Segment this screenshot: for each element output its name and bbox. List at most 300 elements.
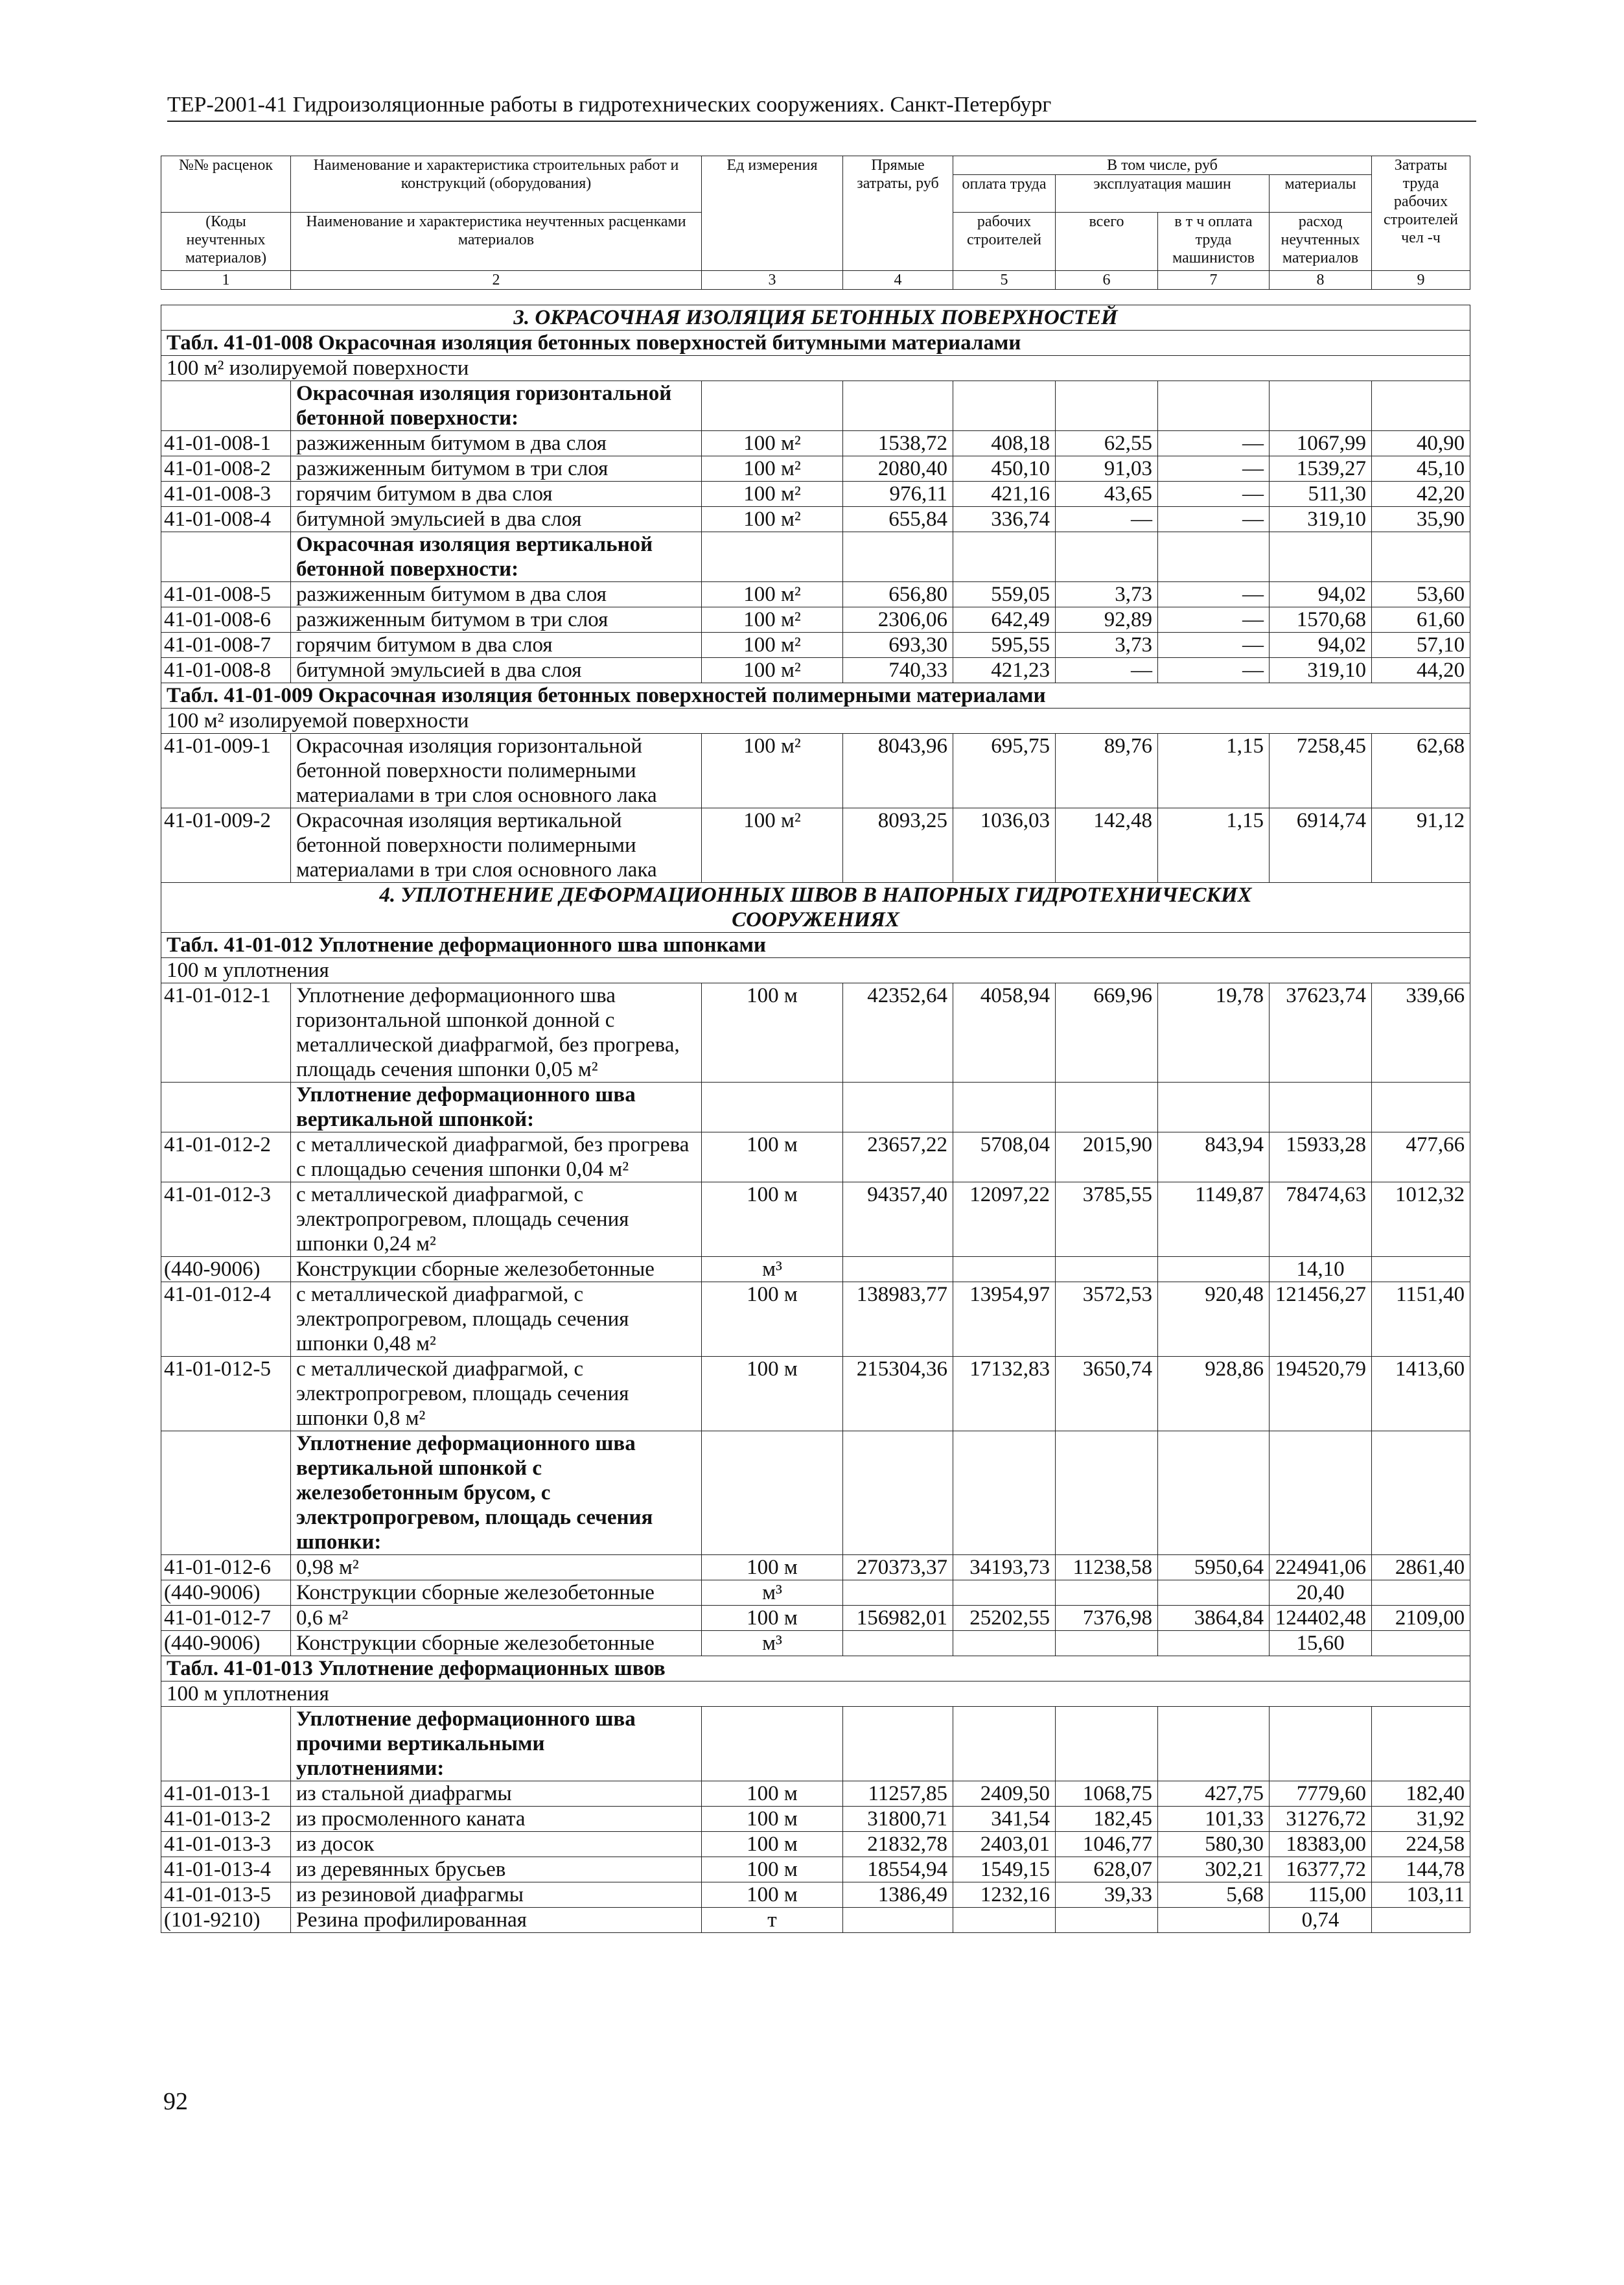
labor-hours: 35,90 bbox=[1372, 507, 1470, 532]
unit-cell: 100 м² bbox=[702, 507, 843, 532]
total-cost: 21832,78 bbox=[843, 1832, 953, 1857]
col7-head: в т ч оплата труда машинистов bbox=[1158, 213, 1270, 271]
labor-hours: 57,10 bbox=[1372, 633, 1470, 658]
labor-cost: 408,18 bbox=[953, 431, 1056, 456]
total-cost: 1386,49 bbox=[843, 1882, 953, 1908]
col6-head: всего bbox=[1056, 213, 1158, 271]
machine-cost: 182,45 bbox=[1056, 1807, 1158, 1832]
machine-cost: 89,76 bbox=[1056, 734, 1158, 808]
empty-cell bbox=[1158, 532, 1270, 582]
empty-cell bbox=[953, 1580, 1056, 1606]
table-unit: 100 м уплотнения bbox=[161, 1682, 1470, 1707]
empty-cell bbox=[702, 532, 843, 582]
rate-name: Уплотнение деформационного шва горизонтальной шпонкой донной с металлической диафрагмой, без прогрева, площадь сечения шпонки 0,05 м² bbox=[291, 983, 702, 1083]
total-cost: 215304,36 bbox=[843, 1357, 953, 1431]
rate-code: 41-01-012-1 bbox=[161, 983, 291, 1083]
labor-hours: 91,12 bbox=[1372, 808, 1470, 883]
machinist-cost: — bbox=[1158, 482, 1270, 507]
rate-name: 0,98 м² bbox=[291, 1555, 702, 1580]
machine-cost: 3650,74 bbox=[1056, 1357, 1158, 1431]
rate-code: 41-01-013-5 bbox=[161, 1882, 291, 1908]
materials-cost: 319,10 bbox=[1270, 658, 1372, 683]
material-row bbox=[161, 1908, 1470, 1933]
rate-name: из просмоленного каната bbox=[291, 1807, 702, 1832]
empty-cell bbox=[1372, 1631, 1470, 1656]
labor-hours: 1413,60 bbox=[1372, 1357, 1470, 1431]
labor-cost: 595,55 bbox=[953, 633, 1056, 658]
total-cost: 1538,72 bbox=[843, 431, 953, 456]
total-cost: 655,84 bbox=[843, 507, 953, 532]
rate-name: битумной эмульсией в два слоя bbox=[291, 658, 702, 683]
materials-cost: 15933,28 bbox=[1270, 1132, 1372, 1182]
section-title: 3. ОКРАСОЧНАЯ ИЗОЛЯЦИЯ БЕТОННЫХ ПОВЕРХНОСТЕЙ bbox=[161, 305, 1470, 331]
material-code: (440-9006) bbox=[161, 1631, 291, 1656]
empty-cell bbox=[843, 1580, 953, 1606]
empty-cell bbox=[1056, 1431, 1158, 1555]
col2-head-a: Наименование и характеристика строительных работ и конструкций (оборудования) bbox=[291, 156, 702, 213]
labor-hours: 1151,40 bbox=[1372, 1282, 1470, 1357]
empty-cell bbox=[1056, 1083, 1158, 1132]
rate-name: с металлической диафрагмой, с электропрогревом, площадь сечения шпонки 0,24 м² bbox=[291, 1182, 702, 1257]
labor-cost: 17132,83 bbox=[953, 1357, 1056, 1431]
labor-cost: 5708,04 bbox=[953, 1132, 1056, 1182]
unit-cell: 100 м² bbox=[702, 431, 843, 456]
total-cost: 2306,06 bbox=[843, 607, 953, 633]
empty-cell bbox=[843, 1908, 953, 1933]
machine-cost: 3,73 bbox=[1056, 582, 1158, 607]
materials-cost: 511,30 bbox=[1270, 482, 1372, 507]
labor-hours: 182,40 bbox=[1372, 1781, 1470, 1807]
table-row bbox=[161, 507, 1470, 532]
material-name: Конструкции сборные железобетонные bbox=[291, 1257, 702, 1282]
table-row bbox=[161, 983, 1470, 1083]
materials-cost: 94,02 bbox=[1270, 633, 1372, 658]
material-qty: 0,74 bbox=[1270, 1908, 1372, 1933]
materials-cost: 124402,48 bbox=[1270, 1606, 1372, 1631]
machinist-cost: — bbox=[1158, 607, 1270, 633]
colnum: 1 bbox=[161, 271, 291, 290]
table-unit: 100 м² изолируемой поверхности bbox=[161, 709, 1470, 734]
labor-hours: 42,20 bbox=[1372, 482, 1470, 507]
col3-head: Ед измерения bbox=[702, 156, 843, 271]
total-cost: 740,33 bbox=[843, 658, 953, 683]
unit-cell: 100 м bbox=[702, 1832, 843, 1857]
material-code: (440-9006) bbox=[161, 1580, 291, 1606]
table-row bbox=[161, 482, 1470, 507]
machinist-cost: 928,86 bbox=[1158, 1357, 1270, 1431]
colnum: 6 bbox=[1056, 271, 1158, 290]
total-cost: 11257,85 bbox=[843, 1781, 953, 1807]
empty-cell bbox=[1158, 1083, 1270, 1132]
total-cost: 2080,40 bbox=[843, 456, 953, 482]
colnum: 7 bbox=[1158, 271, 1270, 290]
rate-code: 41-01-012-3 bbox=[161, 1182, 291, 1257]
col67-head: эксплуатация машин bbox=[1056, 175, 1270, 213]
empty-cell bbox=[1158, 381, 1270, 431]
unit-cell: 100 м bbox=[702, 1882, 843, 1908]
machine-cost: 669,96 bbox=[1056, 983, 1158, 1083]
group-heading: Окрасочная изоляция вертикальной бетонной поверхности: bbox=[291, 532, 702, 582]
rate-name: разжиженным битумом в два слоя bbox=[291, 582, 702, 607]
machinist-cost: 101,33 bbox=[1158, 1807, 1270, 1832]
materials-cost: 224941,06 bbox=[1270, 1555, 1372, 1580]
labor-hours: 144,78 bbox=[1372, 1857, 1470, 1882]
machinist-cost: 580,30 bbox=[1158, 1832, 1270, 1857]
labor-hours: 44,20 bbox=[1372, 658, 1470, 683]
empty-cell bbox=[1158, 1908, 1270, 1933]
empty-cell bbox=[953, 1908, 1056, 1933]
rate-code: 41-01-012-6 bbox=[161, 1555, 291, 1580]
rate-name: с металлической диафрагмой, без прогрева с площадью сечения шпонки 0,04 м² bbox=[291, 1132, 702, 1182]
material-unit: м³ bbox=[702, 1631, 843, 1656]
machine-cost: — bbox=[1056, 658, 1158, 683]
machinist-cost: — bbox=[1158, 658, 1270, 683]
empty-cell bbox=[843, 1083, 953, 1132]
labor-cost: 12097,22 bbox=[953, 1182, 1056, 1257]
col2-head-b: Наименование и характеристика неучтенных расценками материалов bbox=[291, 213, 702, 271]
rate-code: 41-01-013-1 bbox=[161, 1781, 291, 1807]
empty-cell bbox=[1372, 1908, 1470, 1933]
rate-name: с металлической диафрагмой, с электропрогревом, площадь сечения шпонки 0,8 м² bbox=[291, 1357, 702, 1431]
rate-code: 41-01-008-4 bbox=[161, 507, 291, 532]
unit-cell: 100 м bbox=[702, 1807, 843, 1832]
rate-name: разжиженным битумом в два слоя bbox=[291, 431, 702, 456]
machine-cost: 3572,53 bbox=[1056, 1282, 1158, 1357]
table-row bbox=[161, 1857, 1470, 1882]
table-row bbox=[161, 1606, 1470, 1631]
empty-cell bbox=[953, 381, 1056, 431]
group-heading: Уплотнение деформационного шва прочими вертикальными уплотнениями: bbox=[291, 1707, 702, 1781]
unit-cell: 100 м bbox=[702, 1132, 843, 1182]
material-qty: 20,40 bbox=[1270, 1580, 1372, 1606]
total-cost: 23657,22 bbox=[843, 1132, 953, 1182]
rate-name: горячим битумом в два слоя bbox=[291, 633, 702, 658]
rate-name: разжиженным битумом в три слоя bbox=[291, 456, 702, 482]
unit-cell: 100 м² bbox=[702, 607, 843, 633]
unit-cell: 100 м bbox=[702, 1606, 843, 1631]
material-unit: м³ bbox=[702, 1257, 843, 1282]
labor-cost: 1036,03 bbox=[953, 808, 1056, 883]
colnum: 2 bbox=[291, 271, 702, 290]
rate-name: с металлической диафрагмой, с электропрогревом, площадь сечения шпонки 0,48 м² bbox=[291, 1282, 702, 1357]
group-heading: Уплотнение деформационного шва вертикальной шпонкой с железобетонным брусом, с электропрогревом, площадь сечения шпонки: bbox=[291, 1431, 702, 1555]
rate-code: 41-01-008-7 bbox=[161, 633, 291, 658]
empty-cell bbox=[1372, 1083, 1470, 1132]
empty-cell bbox=[161, 1431, 291, 1555]
machinist-cost: 1,15 bbox=[1158, 734, 1270, 808]
machinist-cost: — bbox=[1158, 633, 1270, 658]
total-cost: 138983,77 bbox=[843, 1282, 953, 1357]
total-cost: 18554,94 bbox=[843, 1857, 953, 1882]
empty-cell bbox=[1270, 1707, 1372, 1781]
rate-code: 41-01-009-1 bbox=[161, 734, 291, 808]
rate-code: 41-01-009-2 bbox=[161, 808, 291, 883]
rate-name: Окрасочная изоляция горизонтальной бетонной поверхности полимерными материалами в три слоя основного лака bbox=[291, 734, 702, 808]
total-cost: 94357,40 bbox=[843, 1182, 953, 1257]
rate-name: из досок bbox=[291, 1832, 702, 1857]
machine-cost: 43,65 bbox=[1056, 482, 1158, 507]
rate-name: разжиженным битумом в три слоя bbox=[291, 607, 702, 633]
table-title: Табл. 41-01-009 Окрасочная изоляция бетонных поверхностей полимерными материалами bbox=[161, 683, 1470, 709]
unit-cell: 100 м² bbox=[702, 658, 843, 683]
empty-cell bbox=[953, 1083, 1056, 1132]
rate-name: из резиновой диафрагмы bbox=[291, 1882, 702, 1908]
empty-cell bbox=[1056, 532, 1158, 582]
empty-cell bbox=[1372, 1707, 1470, 1781]
table-row bbox=[161, 1132, 1470, 1182]
empty-cell bbox=[1270, 1431, 1372, 1555]
empty-cell bbox=[1056, 1631, 1158, 1656]
material-name: Конструкции сборные железобетонные bbox=[291, 1631, 702, 1656]
empty-cell bbox=[702, 1707, 843, 1781]
material-row bbox=[161, 1631, 1470, 1656]
materials-cost: 7779,60 bbox=[1270, 1781, 1372, 1807]
unit-cell: 100 м² bbox=[702, 734, 843, 808]
labor-cost: 34193,73 bbox=[953, 1555, 1056, 1580]
machine-cost: 1068,75 bbox=[1056, 1781, 1158, 1807]
machine-cost: — bbox=[1056, 507, 1158, 532]
machine-cost: 142,48 bbox=[1056, 808, 1158, 883]
labor-cost: 4058,94 bbox=[953, 983, 1056, 1083]
empty-cell bbox=[953, 1431, 1056, 1555]
machinist-cost: 1149,87 bbox=[1158, 1182, 1270, 1257]
page-number: 92 bbox=[163, 2088, 188, 2115]
table-row bbox=[161, 607, 1470, 633]
rate-name: горячим битумом в два слоя bbox=[291, 482, 702, 507]
rate-code: 41-01-013-2 bbox=[161, 1807, 291, 1832]
machinist-cost: 5,68 bbox=[1158, 1882, 1270, 1908]
unit-cell: 100 м² bbox=[702, 808, 843, 883]
labor-hours: 61,60 bbox=[1372, 607, 1470, 633]
rate-code: 41-01-013-4 bbox=[161, 1857, 291, 1882]
rate-code: 41-01-008-3 bbox=[161, 482, 291, 507]
rate-name: Окрасочная изоляция вертикальной бетонной поверхности полимерными материалами в три слоя основного лака bbox=[291, 808, 702, 883]
rate-code: 41-01-013-3 bbox=[161, 1832, 291, 1857]
unit-cell: 100 м² bbox=[702, 456, 843, 482]
materials-cost: 6914,74 bbox=[1270, 808, 1372, 883]
machinist-cost: 1,15 bbox=[1158, 808, 1270, 883]
table-row bbox=[161, 1282, 1470, 1357]
table-row bbox=[161, 1781, 1470, 1807]
table-row bbox=[161, 1832, 1470, 1857]
materials-cost: 1067,99 bbox=[1270, 431, 1372, 456]
rate-code: 41-01-012-2 bbox=[161, 1132, 291, 1182]
column-header-table bbox=[161, 156, 1470, 290]
empty-cell bbox=[1270, 1083, 1372, 1132]
labor-hours: 2109,00 bbox=[1372, 1606, 1470, 1631]
rate-code: 41-01-008-5 bbox=[161, 582, 291, 607]
empty-cell bbox=[161, 381, 291, 431]
col5-head-a: оплата труда bbox=[953, 175, 1056, 213]
materials-cost: 1539,27 bbox=[1270, 456, 1372, 482]
col8-head-a: материалы bbox=[1270, 175, 1372, 213]
group-heading: Окрасочная изоляция горизонтальной бетонной поверхности: bbox=[291, 381, 702, 431]
empty-cell bbox=[1056, 1908, 1158, 1933]
rate-code: 41-01-008-2 bbox=[161, 456, 291, 482]
unit-cell: 100 м bbox=[702, 1555, 843, 1580]
machinist-cost: 5950,64 bbox=[1158, 1555, 1270, 1580]
labor-hours: 477,66 bbox=[1372, 1132, 1470, 1182]
machine-cost: 62,55 bbox=[1056, 431, 1158, 456]
machinist-cost: — bbox=[1158, 431, 1270, 456]
total-cost: 31800,71 bbox=[843, 1807, 953, 1832]
machine-cost: 39,33 bbox=[1056, 1882, 1158, 1908]
table-row bbox=[161, 582, 1470, 607]
labor-cost: 642,49 bbox=[953, 607, 1056, 633]
material-code: (440-9006) bbox=[161, 1257, 291, 1282]
empty-cell bbox=[1158, 1431, 1270, 1555]
labor-cost: 421,16 bbox=[953, 482, 1056, 507]
labor-hours: 2861,40 bbox=[1372, 1555, 1470, 1580]
total-cost: 270373,37 bbox=[843, 1555, 953, 1580]
col9-head: Затраты труда рабочих строителей чел -ч bbox=[1372, 156, 1470, 271]
labor-cost: 2403,01 bbox=[953, 1832, 1056, 1857]
material-row bbox=[161, 1580, 1470, 1606]
empty-cell bbox=[702, 1083, 843, 1132]
empty-cell bbox=[1372, 532, 1470, 582]
rate-code: 41-01-012-4 bbox=[161, 1282, 291, 1357]
empty-cell bbox=[1158, 1631, 1270, 1656]
machinist-cost: — bbox=[1158, 507, 1270, 532]
running-header: ТЕР-2001-41 Гидроизоляционные работы в гидротехнических сооружениях. Санкт-Петербург bbox=[167, 91, 1476, 122]
total-cost: 656,80 bbox=[843, 582, 953, 607]
labor-hours: 40,90 bbox=[1372, 431, 1470, 456]
empty-cell bbox=[1372, 1431, 1470, 1555]
labor-cost: 421,23 bbox=[953, 658, 1056, 683]
machinist-cost: 3864,84 bbox=[1158, 1606, 1270, 1631]
rates-table bbox=[161, 305, 1470, 1933]
empty-cell bbox=[953, 1707, 1056, 1781]
rate-code: 41-01-012-7 bbox=[161, 1606, 291, 1631]
labor-cost: 450,10 bbox=[953, 456, 1056, 482]
total-cost: 42352,64 bbox=[843, 983, 953, 1083]
empty-cell bbox=[1372, 1257, 1470, 1282]
machinist-cost: 427,75 bbox=[1158, 1781, 1270, 1807]
labor-hours: 53,60 bbox=[1372, 582, 1470, 607]
total-cost: 156982,01 bbox=[843, 1606, 953, 1631]
table-row bbox=[161, 1357, 1470, 1431]
col1-head-a: №№ расценок bbox=[161, 156, 291, 213]
machinist-cost: — bbox=[1158, 456, 1270, 482]
section-title bbox=[161, 883, 1470, 933]
table-row bbox=[161, 431, 1470, 456]
labor-cost: 25202,55 bbox=[953, 1606, 1056, 1631]
group-heading: Уплотнение деформационного шва вертикальной шпонкой: bbox=[291, 1083, 702, 1132]
materials-cost: 16377,72 bbox=[1270, 1857, 1372, 1882]
empty-cell bbox=[1372, 381, 1470, 431]
section-title-line: 4. УПЛОТНЕНИЕ ДЕФОРМАЦИОННЫХ ШВОВ В НАПОРНЫХ ГИДРОТЕХНИЧЕСКИХ bbox=[379, 884, 1252, 907]
empty-cell bbox=[702, 381, 843, 431]
empty-cell bbox=[1056, 1707, 1158, 1781]
rate-code: 41-01-008-8 bbox=[161, 658, 291, 683]
machine-cost: 3785,55 bbox=[1056, 1182, 1158, 1257]
empty-cell bbox=[843, 381, 953, 431]
empty-cell bbox=[1158, 1580, 1270, 1606]
labor-hours: 224,58 bbox=[1372, 1832, 1470, 1857]
empty-cell bbox=[953, 532, 1056, 582]
table-row bbox=[161, 1555, 1470, 1580]
machinist-cost: 920,48 bbox=[1158, 1282, 1270, 1357]
col5-head-b: рабочих строителей bbox=[953, 213, 1056, 271]
empty-cell bbox=[1158, 1707, 1270, 1781]
empty-cell bbox=[1270, 532, 1372, 582]
table-row bbox=[161, 808, 1470, 883]
machinist-cost: 19,78 bbox=[1158, 983, 1270, 1083]
empty-cell bbox=[161, 532, 291, 582]
table-title: Табл. 41-01-008 Окрасочная изоляция бетонных поверхностей битумными материалами bbox=[161, 331, 1470, 356]
material-unit: м³ bbox=[702, 1580, 843, 1606]
empty-cell bbox=[843, 1631, 953, 1656]
labor-cost: 695,75 bbox=[953, 734, 1056, 808]
material-qty: 14,10 bbox=[1270, 1257, 1372, 1282]
materials-cost: 78474,63 bbox=[1270, 1182, 1372, 1257]
colnum: 3 bbox=[702, 271, 843, 290]
empty-cell bbox=[1270, 381, 1372, 431]
materials-cost: 115,00 bbox=[1270, 1882, 1372, 1908]
labor-hours: 31,92 bbox=[1372, 1807, 1470, 1832]
empty-cell bbox=[161, 1707, 291, 1781]
materials-cost: 94,02 bbox=[1270, 582, 1372, 607]
empty-cell bbox=[161, 1083, 291, 1132]
labor-hours: 1012,32 bbox=[1372, 1182, 1470, 1257]
empty-cell bbox=[843, 532, 953, 582]
total-cost: 976,11 bbox=[843, 482, 953, 507]
table-title: Табл. 41-01-012 Уплотнение деформационного шва шпонками bbox=[161, 933, 1470, 958]
rate-name: 0,6 м² bbox=[291, 1606, 702, 1631]
materials-cost: 1570,68 bbox=[1270, 607, 1372, 633]
unit-cell: 100 м² bbox=[702, 582, 843, 607]
empty-cell bbox=[1056, 381, 1158, 431]
material-unit: т bbox=[702, 1908, 843, 1933]
material-name: Резина профилированная bbox=[291, 1908, 702, 1933]
materials-cost: 7258,45 bbox=[1270, 734, 1372, 808]
labor-cost: 559,05 bbox=[953, 582, 1056, 607]
empty-cell bbox=[843, 1707, 953, 1781]
unit-cell: 100 м bbox=[702, 1182, 843, 1257]
materials-cost: 37623,74 bbox=[1270, 983, 1372, 1083]
labor-hours: 103,11 bbox=[1372, 1882, 1470, 1908]
labor-hours: 62,68 bbox=[1372, 734, 1470, 808]
machine-cost: 91,03 bbox=[1056, 456, 1158, 482]
table-row bbox=[161, 1882, 1470, 1908]
material-name: Конструкции сборные железобетонные bbox=[291, 1580, 702, 1606]
table-title: Табл. 41-01-013 Уплотнение деформационных швов bbox=[161, 1656, 1470, 1682]
total-cost: 8043,96 bbox=[843, 734, 953, 808]
machine-cost: 1046,77 bbox=[1056, 1832, 1158, 1857]
unit-cell: 100 м² bbox=[702, 633, 843, 658]
labor-cost: 13954,97 bbox=[953, 1282, 1056, 1357]
empty-cell bbox=[953, 1631, 1056, 1656]
material-qty: 15,60 bbox=[1270, 1631, 1372, 1656]
group-head: В том числе, руб bbox=[953, 156, 1372, 175]
labor-cost: 2409,50 bbox=[953, 1781, 1056, 1807]
colnum: 4 bbox=[843, 271, 953, 290]
rate-name: битумной эмульсией в два слоя bbox=[291, 507, 702, 532]
table-row bbox=[161, 633, 1470, 658]
material-row bbox=[161, 1257, 1470, 1282]
empty-cell bbox=[702, 1431, 843, 1555]
empty-cell bbox=[1372, 1580, 1470, 1606]
table-row bbox=[161, 456, 1470, 482]
rate-code: 41-01-008-6 bbox=[161, 607, 291, 633]
labor-cost: 1549,15 bbox=[953, 1857, 1056, 1882]
labor-cost: 336,74 bbox=[953, 507, 1056, 532]
machine-cost: 628,07 bbox=[1056, 1857, 1158, 1882]
unit-cell: 100 м bbox=[702, 983, 843, 1083]
machine-cost: 2015,90 bbox=[1056, 1132, 1158, 1182]
machine-cost: 92,89 bbox=[1056, 607, 1158, 633]
colnum: 8 bbox=[1270, 271, 1372, 290]
